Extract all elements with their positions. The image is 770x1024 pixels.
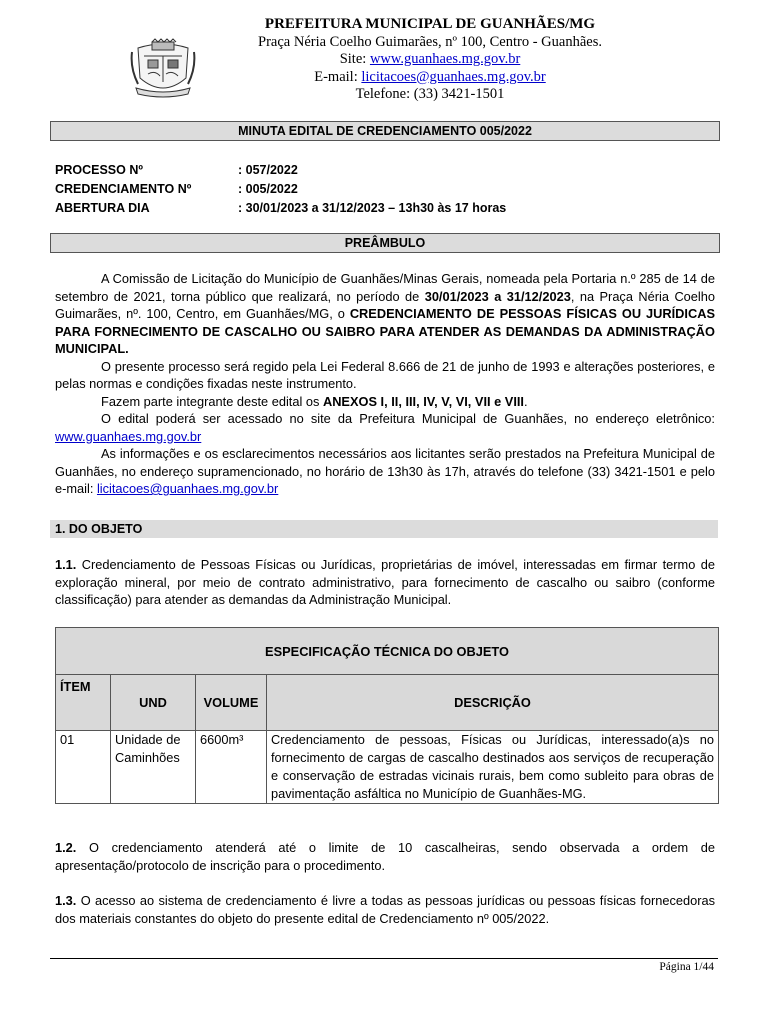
- col-header-volume: VOLUME: [196, 675, 267, 731]
- email-line: [220, 69, 640, 87]
- email-link[interactable]: licitacoes@guanhaes.mg.gov.br: [361, 68, 546, 85]
- item-1-1-number: 1.1.: [55, 557, 77, 572]
- credenciamento-row: [55, 180, 506, 199]
- col-header-descricao: DESCRIÇÃO: [267, 675, 719, 731]
- preambulo-paragraph-1: [55, 270, 715, 358]
- process-info: [55, 161, 506, 218]
- abertura-row: [55, 199, 506, 218]
- p3-annexes: ANEXOS I, II, III, IV, V, VI, VII e VIII: [322, 393, 524, 409]
- site-link[interactable]: www.guanhaes.mg.gov.br: [369, 51, 521, 67]
- minuta-title-bar: MINUTA EDITAL DE CREDENCIAMENTO 005/2022: [50, 121, 720, 141]
- p3-end: .: [524, 393, 528, 409]
- credenciamento-value: : 005/2022: [238, 182, 298, 196]
- preambulo-paragraph-3: [55, 393, 715, 411]
- processo-row: [55, 161, 506, 180]
- cell-und: Unidade de Caminhões: [111, 731, 196, 804]
- preambulo-paragraph-4: [55, 410, 715, 445]
- preambulo-paragraph-5: [55, 445, 715, 498]
- cell-item: 01: [56, 731, 111, 804]
- p3-text: Fazem parte integrante deste edital os: [101, 393, 323, 409]
- preambulo-body: [55, 270, 715, 498]
- spec-table-title: ESPECIFICAÇÃO TÉCNICA DO OBJETO: [56, 628, 719, 675]
- p5-email-link[interactable]: licitacoes@guanhaes.mg.gov.br: [96, 481, 279, 496]
- preambulo-title-bar: PREÂMBULO: [50, 233, 720, 253]
- processo-label: PROCESSO Nº: [55, 163, 143, 177]
- page-number: Página 1/44: [659, 961, 714, 973]
- site-label: Site:: [339, 51, 370, 67]
- item-1-2: [55, 839, 715, 874]
- cell-volume: 6600m³: [196, 731, 267, 804]
- item-1-2-number: 1.2.: [55, 840, 77, 855]
- p4-site-link[interactable]: www.guanhaes.mg.gov.br: [55, 428, 202, 444]
- spec-table: [55, 627, 719, 804]
- municipality-title: PREFEITURA MUNICIPAL DE GUANHÃES/MG: [264, 16, 596, 32]
- site-line: [220, 51, 640, 69]
- address-line: Praça Néria Coelho Guimarães, nº 100, Centro - Guanhães.: [258, 33, 602, 50]
- abertura-label: ABERTURA DIA: [55, 201, 150, 215]
- letterhead: [220, 16, 640, 104]
- p1-object: CREDENCIAMENTO DE PESSOAS FÍSICAS OU JURÍDICAS PARA FORNECIMENTO DE CASCALHO OU SAIBRO PARA ATENDER AS DEMANDAS DA ADMINISTRAÇÃO MUNICIPAL.: [55, 306, 715, 356]
- item-1-3-number: 1.3.: [55, 893, 77, 908]
- p5-text: As informações e os esclarecimentos necessários aos licitantes serão prestados na Prefeitura Municipal de Guanhães, no endereço supramencionado, no horário de 13h30 às 17h, através do telefone (33) 3421-1501 e pelo e-mail:: [55, 446, 715, 496]
- col-header-und: UND: [111, 675, 196, 731]
- abertura-value: : 30/01/2023 a 31/12/2023 – 13h30 às 17 horas: [238, 201, 507, 215]
- col-header-item: ÍTEM: [56, 675, 111, 731]
- email-label: E-mail:: [314, 68, 362, 85]
- coat-of-arms-logo: [130, 38, 196, 100]
- item-1-1: [55, 556, 715, 609]
- preambulo-paragraph-2: O presente processo será regido pela Lei Federal 8.666 de 21 de junho de 1993 e alterações posteriores, e pelas normas e condições fixadas neste instrumento.: [55, 358, 715, 391]
- item-1-1-text: Credenciamento de Pessoas Físicas ou Jurídicas, proprietárias de imóvel, interessadas em firmar termo de exploração mineral, por meio de contrato administrativo, para fornecimento de cascalho ou saibro (conforme classificação) para atender as demandas da Administração Municipal.: [55, 557, 715, 607]
- p1-period: 30/01/2023 a 31/12/2023: [424, 288, 571, 304]
- phone-line: Telefone: (33) 3421-1501: [355, 86, 505, 102]
- item-1-3-text: O acesso ao sistema de credenciamento é livre a todas as pessoas jurídicas ou pessoas físicas fornecedoras dos materiais constantes do objeto do presente edital de Credenciamento nº 005/2022.: [55, 893, 715, 926]
- p4-text: O edital poderá ser acessado no site da Prefeitura Municipal de Guanhães, no endereço eletrônico:: [101, 411, 715, 426]
- item-1-2-text: O credenciamento atenderá até o limite de 10 cascalheiras, sendo observada a ordem de apresentação/protocolo de inscrição para o procedimento.: [55, 840, 715, 873]
- cell-descricao: Credenciamento de pessoas, Físicas ou Jurídicas, interessado(a)s no fornecimento de cargas de cascalho destinados aos serviços de recuperação e conservação de estradas vicinais rurais, bem como subleito para obras de pavimentação asfáltica no Município de Guanhães-MG.: [267, 731, 719, 804]
- credenciamento-label: CREDENCIAMENTO Nº: [55, 182, 192, 196]
- p1-text: A Comissão de Licitação do Município de Guanhães/Minas Gerais, nomeada pela Portaria n.º 285 de 14 de setembro de 2021, torna público que realizará, no período de: [55, 271, 715, 304]
- footer-divider: [50, 958, 718, 959]
- table-row: [56, 731, 719, 804]
- section-1-heading: 1. DO OBJETO: [50, 520, 718, 538]
- processo-value: : 057/2022: [238, 163, 298, 177]
- item-1-3: [55, 892, 715, 927]
- p1-text-2: , na Praça Néria Coelho Guimarães, nº. 100, Centro, em Guanhães/MG, o: [55, 288, 715, 321]
